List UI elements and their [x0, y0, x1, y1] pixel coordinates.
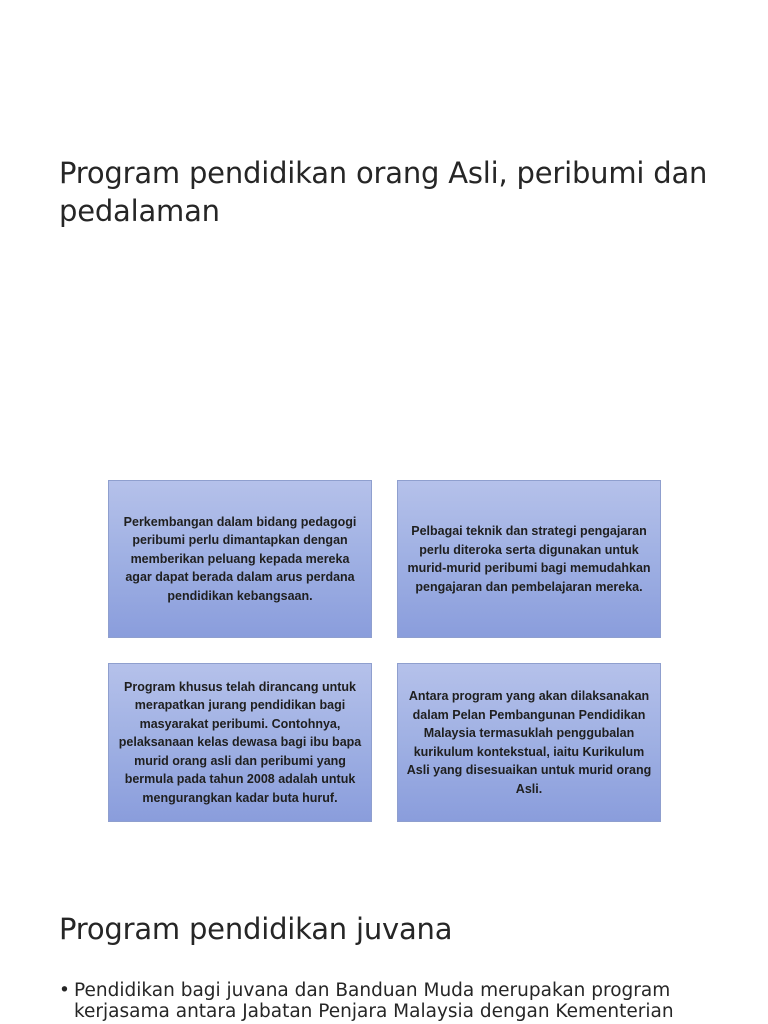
- info-box-strategy: [397, 480, 661, 638]
- info-box-pedagogy: [108, 480, 372, 638]
- info-box-text: Program khusus telah dirancang untuk merapatkan jurang pendidikan bagi masyarakat peribumi. Contohnya, pelaksanaan kelas dewasa bagi ibu bapa murid orang asli dan peribumi yang bermula pada tahun 2008 adalah untuk mengurangkan kadar buta huruf.: [118, 679, 362, 805]
- bullet-dot-icon: •: [59, 980, 70, 1001]
- info-box-special-program: [108, 663, 372, 822]
- info-box-text: Perkembangan dalam bidang pedagogi peribumi perlu dimantapkan dengan memberikan peluang kepada mereka agar dapat berada dalam arus perdana pendidikan kebangsaan.: [123, 514, 357, 603]
- slide-title: Program pendidikan orang Asli, peribumi dan pedalaman: [59, 156, 708, 228]
- info-box-text: Antara program yang akan dilaksanakan dalam Pelan Pembangunan Pendidikan Malaysia termasuklah penggubalan kurikulum kontekstual, iaitu Kurikulum Asli yang disesuaikan untuk murid orang Asli.: [406, 689, 652, 796]
- bullet-list: [59, 980, 759, 1022]
- info-box-curriculum: [397, 663, 661, 822]
- info-box-text: Pelbagai teknik dan strategi pengajaran perlu diteroka serta digunakan untuk murid-murid peribumi bagi memudahkan pengajaran dan pembelajaran mereka.: [407, 524, 651, 594]
- bullet-item: [59, 980, 759, 1022]
- section-title: Program pendidikan juvana: [59, 912, 453, 946]
- bullet-text: Pendidikan bagi juvana dan Banduan Muda merupakan program kerjasama antara Jabatan Penjara Malaysia dengan Kementerian: [74, 980, 674, 1022]
